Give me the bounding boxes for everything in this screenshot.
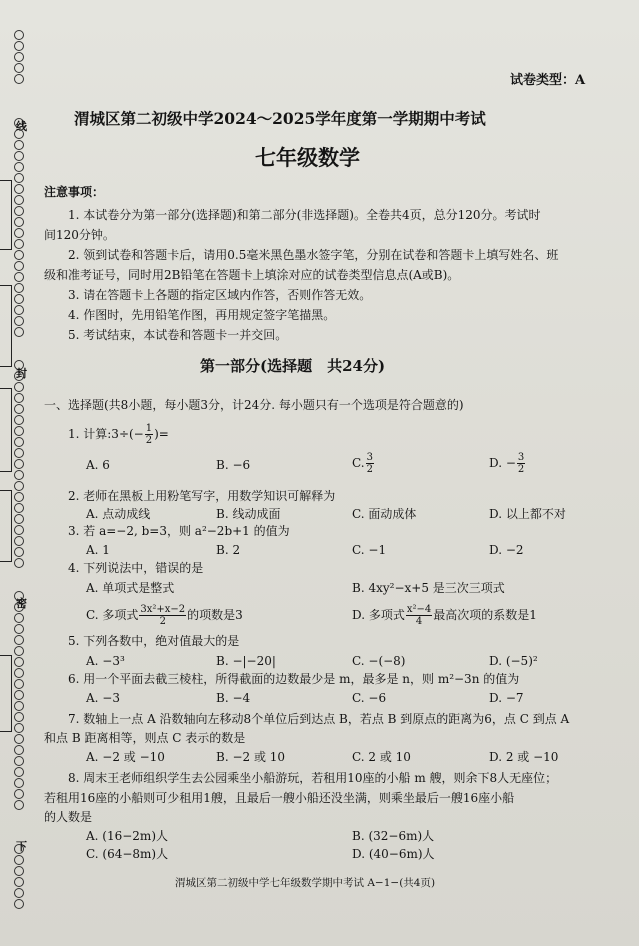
- q1-stem-text: 1. 计算:3÷(−: [68, 427, 144, 441]
- note-line: 1. 本试卷分为第一部分(选择题)和第二部分(非选择题)。全卷共4页，总分120分。考试时: [68, 208, 541, 222]
- binding-dot: [14, 382, 24, 392]
- binding-dot: [14, 767, 24, 777]
- page-footer: 渭城区第二初级中学七年级数学期中考试 A−1−(共4页): [175, 877, 436, 889]
- binding-dot: [14, 415, 24, 425]
- binding-dot: [14, 41, 24, 51]
- note-line: 间120分钟。: [44, 228, 115, 242]
- binding-mark-xia: 下: [16, 840, 27, 853]
- binding-dot: [14, 492, 24, 502]
- binding-dot: [14, 459, 24, 469]
- binding-dot: [14, 173, 24, 183]
- binding-dot: [14, 327, 24, 337]
- q2-option-b: B. 线动成面: [216, 507, 281, 521]
- q4-option-c: C. 多项式 $\frac{\text{3x²+x−2}}{2}$ 的项数是3: [86, 604, 243, 627]
- exam-title: 渭城区第二初级中学2024～2025学年度第一学期期中考试: [74, 109, 486, 128]
- q7-stem-line2: 和点 B 距离相等，则点 C 表示的数是: [44, 731, 246, 745]
- binding-mark-mi: 密: [16, 597, 27, 610]
- binding-dot: [14, 74, 24, 84]
- q3-option-d: D. −2: [489, 543, 524, 557]
- note-line: 3. 请在答题卡上各题的指定区域内作答，否则作答无效。: [68, 288, 372, 302]
- q4-option-b: B. 4xy²−x+5 是三次三项式: [352, 581, 505, 595]
- q2-stem: 2. 老师在黑板上用粉笔写字，用数学知识可解释为: [68, 489, 336, 503]
- binding-dot: [14, 151, 24, 161]
- binding-dot: [14, 745, 24, 755]
- part1-title: 第一部分(选择题 共24分): [200, 357, 386, 375]
- binding-dot: [14, 184, 24, 194]
- q7-option-d: D. 2 或 −10: [489, 750, 559, 764]
- binding-dot: [14, 217, 24, 227]
- q3-option-a: A. 1: [86, 543, 110, 557]
- exam-subtitle: 七年级数学: [255, 145, 360, 170]
- q1-option-a: A. 6: [86, 458, 110, 472]
- binding-dot: [14, 525, 24, 535]
- q2-option-c: C. 面动成体: [352, 507, 417, 521]
- q8-stem-line2: 若租用16座的小船则可少租用1艘，且最后一艘小船还没坐满，则乘坐最后一艘16座小船: [44, 791, 515, 805]
- binding-dot: [14, 668, 24, 678]
- binding-dot: [14, 855, 24, 865]
- q4-option-d: D. 多项式 $\frac{\text{x²−4}}{4}$ 最高次项的系数是1: [352, 604, 537, 627]
- binding-dot: [14, 481, 24, 491]
- q2-option-a: A. 点动成线: [86, 507, 151, 521]
- binding-dot: [14, 624, 24, 634]
- binding-dot: [14, 646, 24, 656]
- binding-dot: [14, 514, 24, 524]
- binding-margin: [0, 0, 44, 946]
- q6-stem: 6. 用一个平面去截三棱柱，所得截面的边数最少是 m，最多是 n，则 m²−3n 的值为: [68, 672, 520, 686]
- binding-mark-feng: 封: [16, 367, 27, 380]
- binding-dot: [14, 261, 24, 271]
- q1-option-c: C. $\frac{3}{2}$: [352, 452, 373, 475]
- q1-option-d: D. − $\frac{3}{2}$: [489, 452, 525, 475]
- binding-dot: [14, 778, 24, 788]
- binding-dot: [14, 690, 24, 700]
- binding-dot: [14, 712, 24, 722]
- q6-option-d: D. −7: [489, 691, 524, 705]
- binding-dot: [14, 657, 24, 667]
- q5-option-d: D. (−5)²: [489, 654, 538, 668]
- binding-dot: [14, 63, 24, 73]
- note-line: 5. 考试结束，本试卷和答题卡一并交回。: [68, 328, 288, 342]
- note-line: 4. 作图时，先用铅笔作图，再用规定签字笔描黑。: [68, 308, 336, 322]
- note-line: 级和准考证号，同时用2B铅笔在答题卡上填涂对应的试卷类型信息点(A或B)。: [44, 268, 460, 282]
- binding-dot: [14, 404, 24, 414]
- id-box: [0, 388, 12, 472]
- q5-option-a: A. −3³: [86, 654, 125, 668]
- binding-dot: [14, 635, 24, 645]
- name-box: [0, 180, 12, 250]
- q5-stem: 5. 下列各数中，绝对值最大的是: [68, 634, 240, 648]
- binding-dot: [14, 52, 24, 62]
- binding-mark-xian: 线: [16, 120, 27, 133]
- binding-dot: [14, 558, 24, 568]
- q5-option-b: B. −|−20|: [216, 654, 276, 668]
- binding-dot: [14, 195, 24, 205]
- class-box: [0, 285, 12, 367]
- section-intro: 一、选择题(共8小题，每小题3分，计24分. 每小题只有一个选项是符合题意的): [44, 398, 464, 412]
- binding-dot: [14, 547, 24, 557]
- binding-dot: [14, 734, 24, 744]
- q6-option-b: B. −4: [216, 691, 251, 705]
- binding-dot: [14, 294, 24, 304]
- binding-dot: [14, 140, 24, 150]
- q1-option-b: B. −6: [216, 458, 251, 472]
- binding-dot: [14, 800, 24, 810]
- binding-dot: [14, 503, 24, 513]
- binding-dot: [14, 305, 24, 315]
- q8-stem-line1: 8. 周末王老师组织学生去公园乘坐小船游玩，若租用10座的小船 m 艘，则余下8人无座位；: [68, 771, 558, 785]
- q6-option-a: A. −3: [86, 691, 120, 705]
- notes-heading: 注意事项：: [44, 185, 105, 199]
- q3-option-c: C. −1: [352, 543, 387, 557]
- binding-dot: [14, 162, 24, 172]
- binding-dot: [14, 272, 24, 282]
- binding-dot: [14, 536, 24, 546]
- school-box: [0, 655, 12, 732]
- binding-dot: [14, 283, 24, 293]
- q4-stem: 4. 下列说法中，错误的是: [68, 561, 204, 575]
- binding-dot: [14, 756, 24, 766]
- binding-dot: [14, 877, 24, 887]
- q7-option-b: B. −2 或 10: [216, 750, 286, 764]
- binding-dot: [14, 789, 24, 799]
- q7-option-a: A. −2 或 −10: [86, 750, 165, 764]
- binding-dot: [14, 613, 24, 623]
- binding-dot: [14, 30, 24, 40]
- binding-dot: [14, 437, 24, 447]
- q7-option-c: C. 2 或 10: [352, 750, 411, 764]
- binding-dot: [14, 228, 24, 238]
- q8-option-b: B. (32−6m)人: [352, 829, 435, 843]
- seat-box: [0, 490, 12, 562]
- q5-option-c: C. −(−8): [352, 654, 406, 668]
- q8-option-a: A. (16−2m)人: [86, 829, 168, 843]
- q8-stem-line3: 的人数是: [44, 810, 93, 824]
- binding-dot: [14, 426, 24, 436]
- binding-dot: [14, 250, 24, 260]
- binding-dot: [14, 723, 24, 733]
- q3-option-b: B. 2: [216, 543, 241, 557]
- binding-dot: [14, 393, 24, 403]
- binding-dot: [14, 701, 24, 711]
- binding-dot: [14, 316, 24, 326]
- note-line: 2. 领到试卷和答题卡后，请用0.5毫米黑色墨水签字笔，分别在试卷和答题卡上填写姓名、班: [68, 248, 559, 262]
- q1-stem: 1. 计算:3÷(− $\frac{1}{2}$ )=: [68, 423, 169, 446]
- q7-stem-line1: 7. 数轴上一点 A 沿数轴向左移动8个单位后到达点 B，若点 B 到原点的距离为6，点 C 到点 A: [68, 712, 570, 726]
- binding-dot: [14, 206, 24, 216]
- exam-type: 试卷类型：A: [510, 73, 586, 88]
- binding-dot: [14, 866, 24, 876]
- binding-dot: [14, 888, 24, 898]
- q1-fraction: $\frac{1}{2}$: [145, 423, 153, 446]
- q4-option-a: A. 单项式是整式: [86, 581, 175, 595]
- binding-dots: [14, 30, 28, 920]
- q6-option-c: C. −6: [352, 691, 387, 705]
- q2-option-d: D. 以上都不对: [489, 507, 566, 521]
- binding-dot: [14, 239, 24, 249]
- binding-dot: [14, 679, 24, 689]
- q8-option-d: D. (40−6m)人: [352, 847, 435, 861]
- binding-dot: [14, 899, 24, 909]
- binding-dot: [14, 448, 24, 458]
- binding-dot: [14, 470, 24, 480]
- q3-stem: 3. 若 a=−2, b=3，则 a²−2b+1 的值为: [68, 524, 290, 538]
- q8-option-c: C. (64−8m)人: [86, 847, 169, 861]
